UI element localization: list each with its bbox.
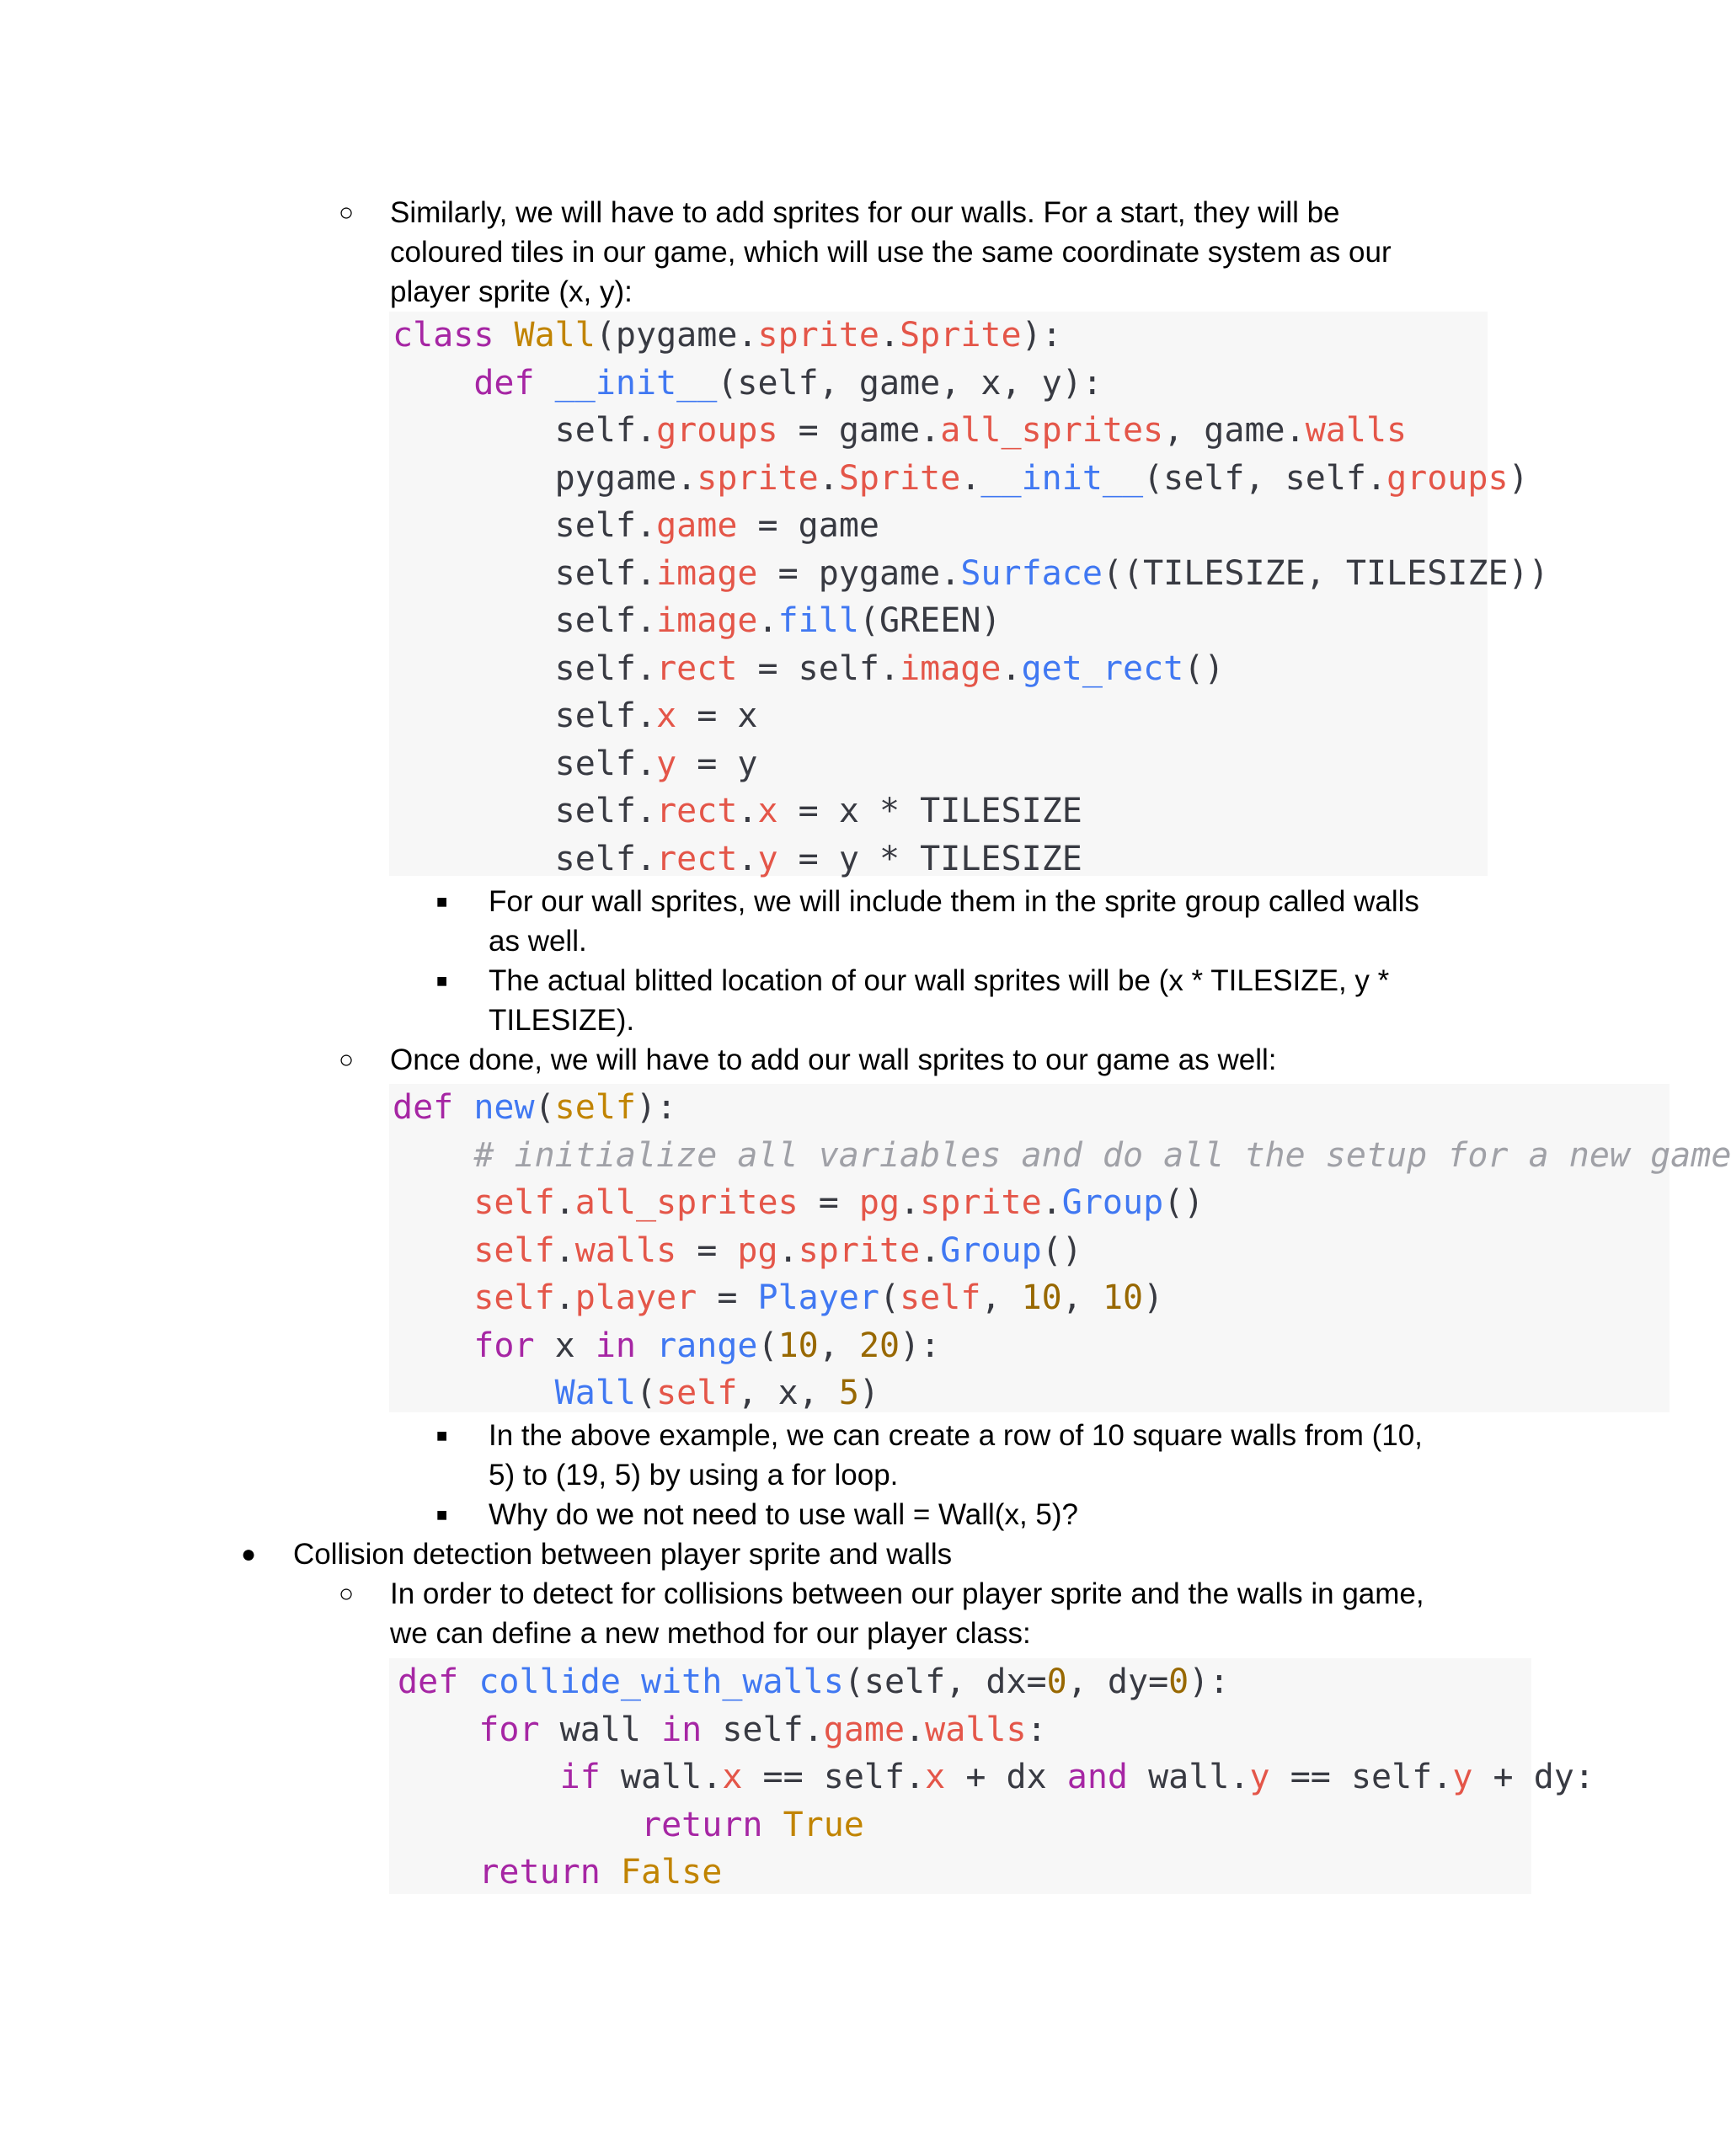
code-token: 10 [777, 1326, 819, 1365]
code-token: y [757, 839, 778, 878]
code-token: image [900, 648, 1002, 688]
code-token: wall. [620, 1758, 723, 1796]
code-block-new-method [389, 1084, 1731, 1412]
code-token: (self, dx= [843, 1662, 1047, 1701]
square-bullet-icon: ■ [436, 970, 448, 991]
code-token: game [656, 506, 738, 545]
code-token: rect [656, 792, 738, 830]
code-token: in [661, 1710, 723, 1749]
code-token: for [473, 1326, 555, 1365]
code-line [398, 1753, 1595, 1801]
text-line: In order to detect for collisions between our player sprite and the walls in game, [390, 1577, 1424, 1610]
code-token: y [1452, 1758, 1473, 1796]
code-token: = y [676, 744, 758, 783]
code-token [393, 364, 473, 403]
text-line: The actual blitted location of our wall sprites will be (x * TILESIZE, y * [489, 964, 1390, 997]
code-line [398, 1706, 1531, 1754]
code-token: 10 [1102, 1278, 1144, 1317]
code-token: ( [635, 1374, 657, 1412]
code-token: (pygame. [595, 316, 758, 355]
code-token: groups [656, 411, 778, 450]
code-token: self. [393, 839, 657, 878]
code-token: = game. [777, 411, 941, 450]
code-line [393, 740, 1488, 788]
code-token: x [554, 1326, 596, 1365]
code-token: self. [393, 792, 657, 830]
code-token: return [640, 1805, 783, 1844]
code-token: self [900, 1278, 981, 1317]
code-token: . [737, 792, 758, 830]
code-token: ): [1021, 316, 1062, 355]
once-done-paragraph: Once done, we will have to add our wall sprites to our game as well: [390, 1043, 1277, 1076]
code-token: . [818, 458, 839, 498]
code-token: sprite [920, 1183, 1042, 1222]
code-token: (self, self. [1143, 458, 1387, 498]
code-token: False [620, 1853, 723, 1892]
code-token: 20 [858, 1326, 900, 1365]
code-token: self. [393, 648, 657, 688]
code-token: ( [534, 1088, 555, 1127]
code-token: . [554, 1278, 575, 1317]
code-token: = x * TILESIZE [777, 792, 1082, 830]
code-token: , [1061, 1278, 1103, 1317]
code-token: self [473, 1230, 555, 1270]
note-wall-group [489, 882, 1466, 961]
code-block-collide-with-walls [389, 1658, 1595, 1894]
code-line [393, 835, 1488, 883]
code-token [398, 1758, 560, 1796]
code-token: walls [574, 1230, 677, 1270]
code-token: ) [858, 1374, 880, 1412]
code-token: , x, [737, 1374, 839, 1412]
code-line [393, 1132, 1731, 1180]
code-token: new [473, 1088, 535, 1127]
code-token: rect [656, 648, 738, 688]
code-line [393, 692, 1488, 740]
hollow-bullet-icon: ○ [339, 1580, 355, 1608]
code-token: __init__ [980, 458, 1144, 498]
code-line [398, 1849, 1531, 1897]
code-token: Group [940, 1230, 1042, 1270]
code-token: 10 [1021, 1278, 1062, 1317]
code-token: 0 [1168, 1662, 1189, 1701]
hollow-bullet-icon: ○ [339, 1046, 355, 1074]
code-token: () [1041, 1230, 1082, 1270]
code-token: 0 [1046, 1662, 1067, 1701]
code-token: Group [1061, 1183, 1164, 1222]
code-token: : [1026, 1710, 1047, 1749]
code-token: . [554, 1230, 575, 1270]
text-line: Why do we not need to use wall = Wall(x, 5)? [489, 1498, 1078, 1531]
code-token: ( [879, 1278, 900, 1317]
code-token: ): [900, 1326, 941, 1365]
code-line [393, 550, 1549, 598]
code-token: self. [393, 601, 657, 640]
code-token: , dy= [1066, 1662, 1169, 1701]
text-line: player sprite (x, y): [390, 275, 633, 308]
code-token: Sprite [838, 458, 961, 498]
code-token: , game. [1163, 411, 1306, 450]
code-token: groups [1386, 458, 1509, 498]
code-block-wall-class [389, 312, 1549, 878]
filled-bullet-icon: ● [241, 1540, 257, 1568]
code-token: . [920, 1230, 941, 1270]
note-wall-location [489, 961, 1466, 1040]
code-token [393, 1278, 473, 1317]
code-token: + dy: [1472, 1758, 1595, 1796]
collision-intro-paragraph [390, 1574, 1485, 1653]
code-token: self [473, 1278, 555, 1317]
text-line: For our wall sprites, we will include them in the sprite group called walls [489, 885, 1419, 918]
square-bullet-icon: ■ [436, 1504, 448, 1525]
code-token: player [574, 1278, 697, 1317]
code-token: self. [393, 411, 657, 450]
code-token: sprite [798, 1230, 921, 1270]
code-token: wall. [1148, 1758, 1250, 1796]
code-token: == self. [1269, 1758, 1453, 1796]
code-token: ) [1508, 458, 1529, 498]
code-line [393, 312, 1488, 360]
code-token: = [798, 1183, 859, 1222]
code-token [398, 1806, 641, 1844]
code-token [393, 1374, 555, 1412]
code-token [393, 1326, 473, 1365]
code-token: Wall [554, 1374, 636, 1412]
code-token: sprite [697, 458, 819, 498]
code-token: = [676, 1230, 738, 1270]
code-token: x [656, 696, 677, 735]
code-token: . [905, 1710, 926, 1749]
code-token: walls [1305, 411, 1408, 450]
code-token: == self. [742, 1758, 926, 1796]
code-token: self [554, 1088, 636, 1127]
code-token: = game [737, 506, 879, 545]
code-token: def [473, 363, 555, 403]
code-token: (GREEN) [858, 601, 1002, 640]
code-token: self [473, 1183, 555, 1222]
code-token [398, 1710, 478, 1749]
code-token: rect [656, 839, 738, 878]
code-token: x [722, 1758, 743, 1796]
text-line: Similarly, we will have to add sprites for our walls. For a start, they will be [390, 196, 1340, 229]
code-token: class [393, 316, 515, 355]
code-token: # initialize all variables and do all the setup for a new game [473, 1135, 1731, 1175]
code-line [393, 1227, 1670, 1275]
text-line: In the above example, we can create a row of 10 square walls from (10, [489, 1419, 1423, 1452]
code-token: = pygame. [757, 553, 961, 593]
code-token: 5 [838, 1374, 859, 1412]
code-token: image [656, 601, 758, 640]
code-token: = x [676, 696, 758, 735]
code-token: , [980, 1278, 1022, 1317]
code-token: self. [722, 1710, 824, 1749]
code-line [393, 407, 1488, 455]
code-token: fill [777, 601, 859, 640]
code-token: self. [393, 696, 657, 735]
code-line [393, 1179, 1670, 1227]
code-line [393, 1274, 1670, 1322]
code-token: = [697, 1278, 758, 1317]
code-token: pg [737, 1230, 778, 1270]
code-token [398, 1853, 478, 1892]
code-token: = self. [737, 648, 900, 688]
code-token: for [478, 1710, 560, 1749]
code-token: pg [858, 1183, 900, 1222]
code-token: wall [559, 1710, 662, 1749]
square-bullet-icon: ■ [436, 891, 448, 912]
code-token: def [393, 1088, 474, 1127]
code-token: self. [393, 506, 657, 545]
code-token: () [1163, 1183, 1205, 1222]
code-line [393, 645, 1488, 693]
code-token: self. [393, 553, 657, 593]
code-token: walls [925, 1710, 1027, 1749]
code-token: ) [1143, 1278, 1164, 1317]
code-token: . [900, 1183, 921, 1222]
code-line [393, 1369, 1670, 1417]
code-token: . [879, 316, 900, 355]
code-line [393, 502, 1488, 550]
code-token: all_sprites [940, 411, 1164, 450]
code-token [393, 1231, 473, 1270]
code-token: __init__ [554, 363, 718, 403]
code-token: if [559, 1758, 621, 1796]
code-token: def [398, 1662, 479, 1701]
note-why-not-assign [489, 1495, 1466, 1534]
code-token: get_rect [1021, 648, 1184, 688]
note-row-of-walls [489, 1416, 1466, 1495]
code-token: y [656, 744, 677, 783]
code-token: return [478, 1853, 621, 1892]
code-token: . [960, 458, 981, 498]
code-token: . [554, 1183, 575, 1222]
text-line: as well. [489, 925, 587, 958]
code-token [393, 1136, 473, 1175]
code-token: ( [757, 1326, 778, 1365]
code-line [393, 597, 1488, 645]
text-line: coloured tiles in our game, which will use the same coordinate system as our [390, 236, 1392, 269]
code-token: , [818, 1326, 859, 1365]
code-token: Sprite [900, 316, 1022, 355]
code-token: self. [393, 744, 657, 783]
code-token: = y * TILESIZE [777, 839, 1082, 878]
code-token: image [656, 553, 758, 593]
code-token: y [1249, 1758, 1270, 1796]
code-token: Player [757, 1278, 879, 1317]
code-line [393, 455, 1529, 503]
code-token: and [1066, 1758, 1149, 1796]
code-token: x [757, 792, 778, 830]
code-token [393, 1183, 473, 1222]
text-line: TILESIZE). [489, 1004, 635, 1037]
code-token: collide_with_walls [478, 1662, 844, 1701]
code-token: ): [1189, 1662, 1230, 1701]
code-token: . [757, 601, 778, 640]
code-token: ((TILESIZE, TILESIZE)) [1102, 553, 1549, 593]
square-bullet-icon: ■ [436, 1425, 448, 1446]
code-token: Wall [514, 316, 596, 355]
code-token: True [783, 1805, 864, 1844]
code-line [393, 787, 1488, 835]
code-token: . [737, 839, 758, 878]
code-token: all_sprites [574, 1183, 799, 1222]
code-token: (self, game, x, y): [717, 363, 1103, 403]
code-token: . [777, 1230, 799, 1270]
code-line [393, 360, 1488, 408]
code-token: () [1183, 648, 1225, 688]
code-token: sprite [757, 316, 879, 355]
code-line [398, 1658, 1531, 1706]
code-token: game [823, 1710, 906, 1749]
code-token: . [1001, 648, 1022, 688]
code-token: Surface [960, 553, 1103, 593]
code-token: self [656, 1374, 738, 1412]
text-line: we can define a new method for our player class: [390, 1617, 1031, 1650]
code-token: range [656, 1326, 758, 1365]
code-token: + dx [945, 1758, 1067, 1796]
code-line [398, 1801, 1531, 1849]
text-line: 5) to (19, 5) by using a for loop. [489, 1459, 899, 1492]
code-line [393, 1084, 1670, 1132]
code-token: x [925, 1758, 946, 1796]
code-token: pygame. [393, 458, 697, 498]
code-token: in [595, 1326, 657, 1365]
hollow-bullet-icon: ○ [339, 199, 355, 227]
code-line [393, 1322, 1670, 1370]
code-token: ): [636, 1088, 677, 1127]
code-token: . [1041, 1183, 1062, 1222]
intro-walls-paragraph [390, 193, 1485, 312]
collision-heading: Collision detection between player sprite and walls [293, 1538, 953, 1571]
